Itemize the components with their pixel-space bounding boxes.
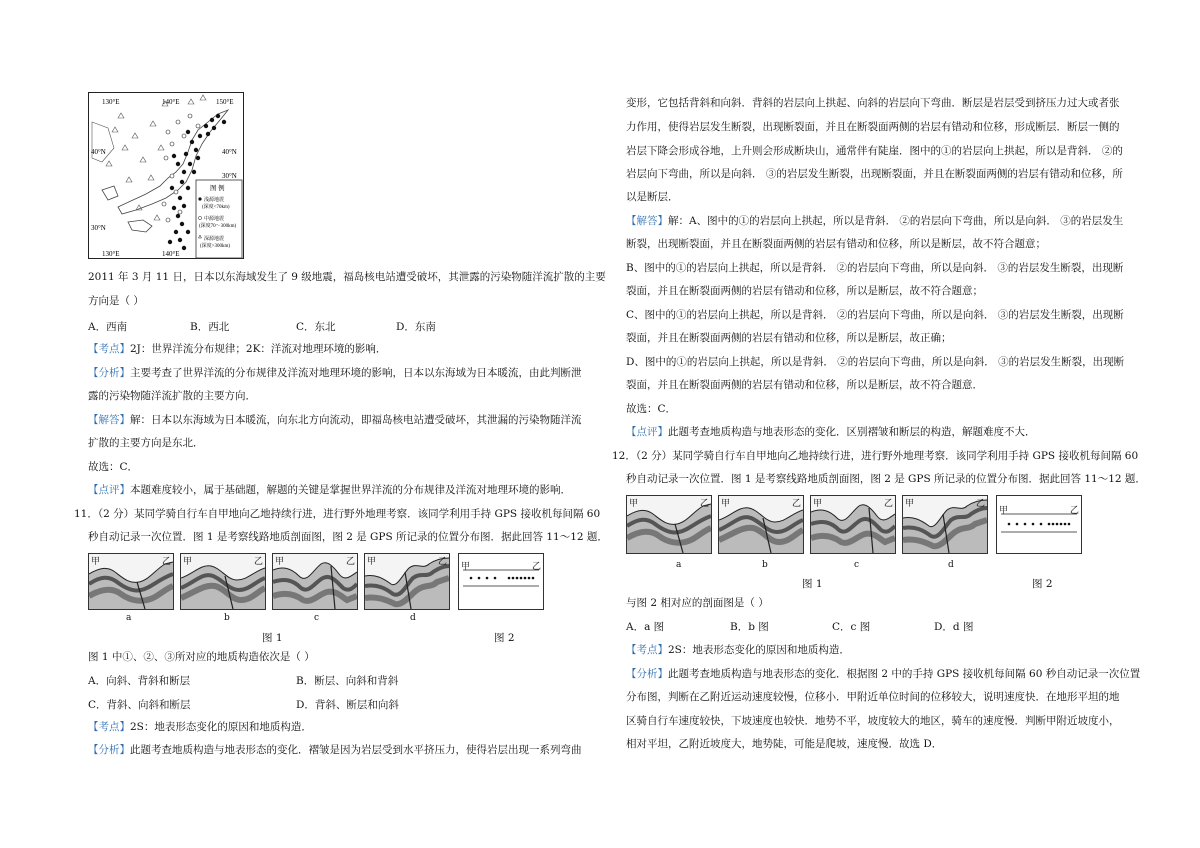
q11-jieda-line-1: 【解答】解：A、图中的①的岩层向上拱起，所以是背斜． ②的岩层向下弯曲，所以是向斜． ③的岩层发生 xyxy=(626,215,1124,227)
q12-fenxi-line-3: 区骑自行车速度较快，下坡速度也较快．地势不平，坡度较大的地区，骑车的速度慢．判断甲附近坡度小， xyxy=(626,715,1120,727)
lat-label-right-40: 40°N xyxy=(222,148,237,156)
lon-label-top-140: 140°E xyxy=(162,98,180,106)
q11-fenxi-line-1: 【分析】此题考查地质构造与地表形态的变化．褶皱是因为岩层受到水平挤压力，使得岩层出现一系列弯曲 xyxy=(88,744,582,756)
fig1-caption: 图 1 xyxy=(262,632,283,644)
profile-panel-d-repeat xyxy=(902,495,988,554)
q11-fenxi-cont-line-3: 岩层下降会形成谷地，上升则会形成断块山，通常伴有陡崖．图中的①的岩层向上拱起，所以是背斜． ②的 xyxy=(626,145,1123,157)
profile-panel-c xyxy=(272,553,358,610)
profile-panel-a-repeat xyxy=(626,495,712,554)
panel-c-end-label: 乙 xyxy=(345,557,355,567)
q11-fenxi-cont-line-2: 力作用，使得岩层发生断裂，出现断裂面，并且在断裂面两侧的岩层有错动和位移，形成断层．断层一侧的 xyxy=(626,121,1120,133)
panel-c-start-label: 甲 xyxy=(275,557,285,567)
lon-label-top-150: 150°E xyxy=(216,98,234,106)
q11-option-a[interactable]: A．向斜、背斜和断层 xyxy=(88,675,191,687)
legend-item-mid-depth: (深度70～300km) xyxy=(199,224,237,229)
jieda-tag: 【解答】 xyxy=(88,414,130,426)
q11-choice: 故选：C． xyxy=(626,403,677,415)
lat-label-left-40: 40°N xyxy=(91,148,106,156)
lat-label-right-30: 30°N xyxy=(222,172,237,180)
panel-d-end-label: 乙 xyxy=(437,557,447,567)
legend-item-deep: 深源地震 xyxy=(204,237,225,242)
q10-fenxi-line-2: 露的污染物随洋流扩散的主要方向． xyxy=(88,390,256,402)
panel-b2-end-label: 乙 xyxy=(791,499,801,509)
q11-option-c[interactable]: C．背斜、向斜和断层 xyxy=(88,699,191,711)
q12-fenxi-line-4: 相对平坦，乙附近坡度大，地势陡，可能是爬坡，速度慢．故选 D． xyxy=(626,738,943,750)
panel-d-start-label: 甲 xyxy=(367,557,377,567)
legend-item-shallow-depth: (深度<70km) xyxy=(202,205,230,210)
gps-end-label: 乙 xyxy=(531,562,541,572)
panel-c2-end-label: 乙 xyxy=(883,499,893,509)
q12-fenxi-line-2: 分布图，判断在乙附近运动速度较慢，位移小．甲附近单位时间的位移较大，说明速度快．在地形平坦的地 xyxy=(626,691,1120,703)
q10-option-a[interactable]: A．西南 xyxy=(88,321,128,333)
panel-a2-start-label: 甲 xyxy=(629,499,639,509)
profile-panel-c-repeat xyxy=(810,495,896,554)
gps-position-panel xyxy=(458,553,544,610)
q10-jieda-line-2: 扩散的主要方向是东北． xyxy=(88,437,204,449)
q11-jieda-line-7: D、图中的①的岩层向上拱起，所以是背斜． ②的岩层向下弯曲，所以是向斜． ③的岩层发生断裂，出现断 xyxy=(626,356,1125,368)
lat-label-left-30: 30°N xyxy=(91,224,106,232)
panel-b-label: b xyxy=(224,613,230,623)
q11-jieda-line-2: 断裂，出现断裂面，并且在断裂面两侧的岩层有错动和位移，所以是断层，故不符合题意； xyxy=(626,238,1046,250)
gps2-end-label: 乙 xyxy=(1069,506,1079,516)
panel-a2-label: a xyxy=(676,560,682,570)
q11-jieda-line-4: 裂面，并且在断裂面两侧的岩层有错动和位移，所以是断层，故不符合题意； xyxy=(626,285,983,297)
profile-panel-d xyxy=(364,553,450,610)
fenxi-tag: 【分析】 xyxy=(88,367,130,379)
q11-sub-question: 图 1 中①、②、③所对应的地质构造依次是（ ） xyxy=(88,651,315,663)
q10-fenxi-line-1: 【分析】主要考查了世界洋流的分布规律及洋流对地理环境的影响，日本以东海域为日本暖流，由此判断泄 xyxy=(88,367,582,379)
q11-stem-line-2: 秒自动记录一次位置．图 1 是考察线路地质剖面图，图 2 是 GPS 所记录的位置分布图．据此回答 11～12 题． xyxy=(88,531,608,543)
q10-dianping: 【点评】本题难度较小，属于基础题，解题的关键是掌握世界洋流的分布规律及洋流对地理环境的影响． xyxy=(88,484,571,496)
q11-dianping: 【点评】此题考查地质构造与地表形态的变化．区别褶皱和断层的构造，解题难度不大． xyxy=(626,426,1036,438)
dianping-tag: 【点评】 xyxy=(88,484,130,496)
profile-panel-a xyxy=(88,553,174,610)
q12-kaodian: 【考点】2S：地表形态变化的原因和地质构造． xyxy=(626,644,850,656)
panel-d-label: d xyxy=(410,613,416,623)
panel-b-start-label: 甲 xyxy=(183,557,193,567)
legend-item-shallow: 浅源地震 xyxy=(204,198,225,203)
q10-kaodian: 【考点】2J：世界洋流分布规律；2K：洋流对地理环境的影响． xyxy=(88,343,387,355)
panel-a-start-label: 甲 xyxy=(91,557,101,567)
q10-option-b[interactable]: B．西北 xyxy=(190,321,230,333)
lon-label-bottom-140: 140°E xyxy=(162,250,180,258)
q12-option-b[interactable]: B．b 图 xyxy=(730,621,769,633)
legend-title: 图 例 xyxy=(210,185,225,192)
panel-c2-start-label: 甲 xyxy=(813,499,823,509)
q12-sub-question: 与图 2 相对应的剖面图是（ ） xyxy=(626,597,769,609)
panel-d2-end-label: 乙 xyxy=(975,499,985,509)
q11-fenxi-cont-line-5: 以是断层． xyxy=(626,191,679,203)
q11-jieda-line-5: C、图中的①的岩层向上拱起，所以是背斜． ②的岩层向下弯曲，所以是向斜． ③的岩层发生断裂，出现断 xyxy=(626,309,1124,321)
q10-option-d[interactable]: D．东南 xyxy=(396,321,436,333)
japan-earthquake-map xyxy=(88,92,244,259)
panel-c2-label: c xyxy=(854,560,860,570)
panel-d2-label: d xyxy=(948,560,954,570)
q11-jieda-line-8: 裂面，并且在断裂面两侧的岩层有错动和位移，所以是断层，故不符合题意． xyxy=(626,379,983,391)
panel-a2-end-label: 乙 xyxy=(699,499,709,509)
fig2-caption: 图 2 xyxy=(494,632,515,644)
fig2-caption-repeat: 图 2 xyxy=(1032,578,1053,590)
q12-option-c[interactable]: C．c 图 xyxy=(832,621,871,633)
kaodian-tag: 【考点】 xyxy=(88,343,130,355)
panel-b-end-label: 乙 xyxy=(253,557,263,567)
legend-item-mid: 中源地震 xyxy=(204,217,225,222)
q10-stem-line-1: 2011 年 3 月 11 日，日本以东海域发生了 9 级地震，福岛核电站遭受破坏，其泄露的污染物随洋流扩散的主要 xyxy=(88,271,606,283)
gps2-start-label: 甲 xyxy=(999,506,1009,516)
q12-option-d[interactable]: D．d 图 xyxy=(934,621,974,633)
q11-jieda-line-3: B、图中的①的岩层向上拱起，所以是背斜． ②的岩层向下弯曲，所以是向斜． ③的岩层发生断裂，出现断 xyxy=(626,262,1124,274)
q12-stem-line-2: 秒自动记录一次位置．图 1 是考察线路地质剖面图，图 2 是 GPS 所记录的位置分布图．据此回答 11～12 题． xyxy=(626,473,1146,485)
q11-option-d[interactable]: D．背斜、断层和向斜 xyxy=(296,699,399,711)
panel-a-label: a xyxy=(126,613,132,623)
q11-fenxi-cont-line-1: 变形，它包括背斜和向斜．背斜的岩层向上拱起、向斜的岩层向下弯曲．断层是岩层受到挤压力过大或者张 xyxy=(626,97,1120,109)
q12-fenxi-line-1: 【分析】此题考查地质构造与地表形态的变化．根据图 2 中的手持 GPS 接收机每间隔 60 秒自动记录一次位置 xyxy=(626,668,1141,680)
panel-b2-label: b xyxy=(762,560,768,570)
q12-stem-line-1: 12．（2 分）某同学骑自行车自甲地向乙地持续行进，进行野外地理考察．该同学利用手持 GPS 接收机每间隔 60 xyxy=(612,450,1139,462)
profile-panel-b-repeat xyxy=(718,495,804,554)
panel-d2-start-label: 甲 xyxy=(905,499,915,509)
lon-label-bottom-130: 130°E xyxy=(102,250,120,258)
panel-c-label: c xyxy=(314,613,320,623)
q11-option-b[interactable]: B．断层、向斜和背斜 xyxy=(296,675,399,687)
gps-start-label: 甲 xyxy=(461,562,471,572)
q10-jieda-line-1: 【解答】解：日本以东海域为日本暖流，向东北方向流动，即福岛核电站遭受破坏，其泄漏的污染物随洋流 xyxy=(88,414,582,426)
lon-label-top-130: 130°E xyxy=(102,98,120,106)
gps-position-panel-repeat xyxy=(996,495,1082,554)
q12-option-a[interactable]: A．a 图 xyxy=(626,621,665,633)
q11-fenxi-cont-line-4: 岩层向下弯曲，所以是向斜． ③的岩层发生断裂，出现断裂面，并且在断裂面两侧的岩层有错动和位移，所 xyxy=(626,168,1123,180)
q11-stem-line-1: 11．（2 分）某同学骑自行车自甲地向乙地持续行进，进行野外地理考察．该同学利用手持 GPS 接收机每间隔 60 xyxy=(74,508,601,520)
panel-a-end-label: 乙 xyxy=(161,557,171,567)
q10-option-c[interactable]: C．东北 xyxy=(296,321,336,333)
fig1-caption-repeat: 图 1 xyxy=(802,578,823,590)
q10-stem-line-2: 方向是（ ） xyxy=(88,295,144,307)
panel-b2-start-label: 甲 xyxy=(721,499,731,509)
q10-choice: 故选：C． xyxy=(88,461,139,473)
profile-panel-b xyxy=(180,553,266,610)
q11-kaodian: 【考点】2S：地表形态变化的原因和地质构造． xyxy=(88,721,312,733)
legend-item-deep-depth: (深度>300km) xyxy=(200,244,231,249)
q11-jieda-line-6: 裂面，并且在断裂面两侧的岩层有错动和位移，所以是断层，故正确； xyxy=(626,332,952,344)
